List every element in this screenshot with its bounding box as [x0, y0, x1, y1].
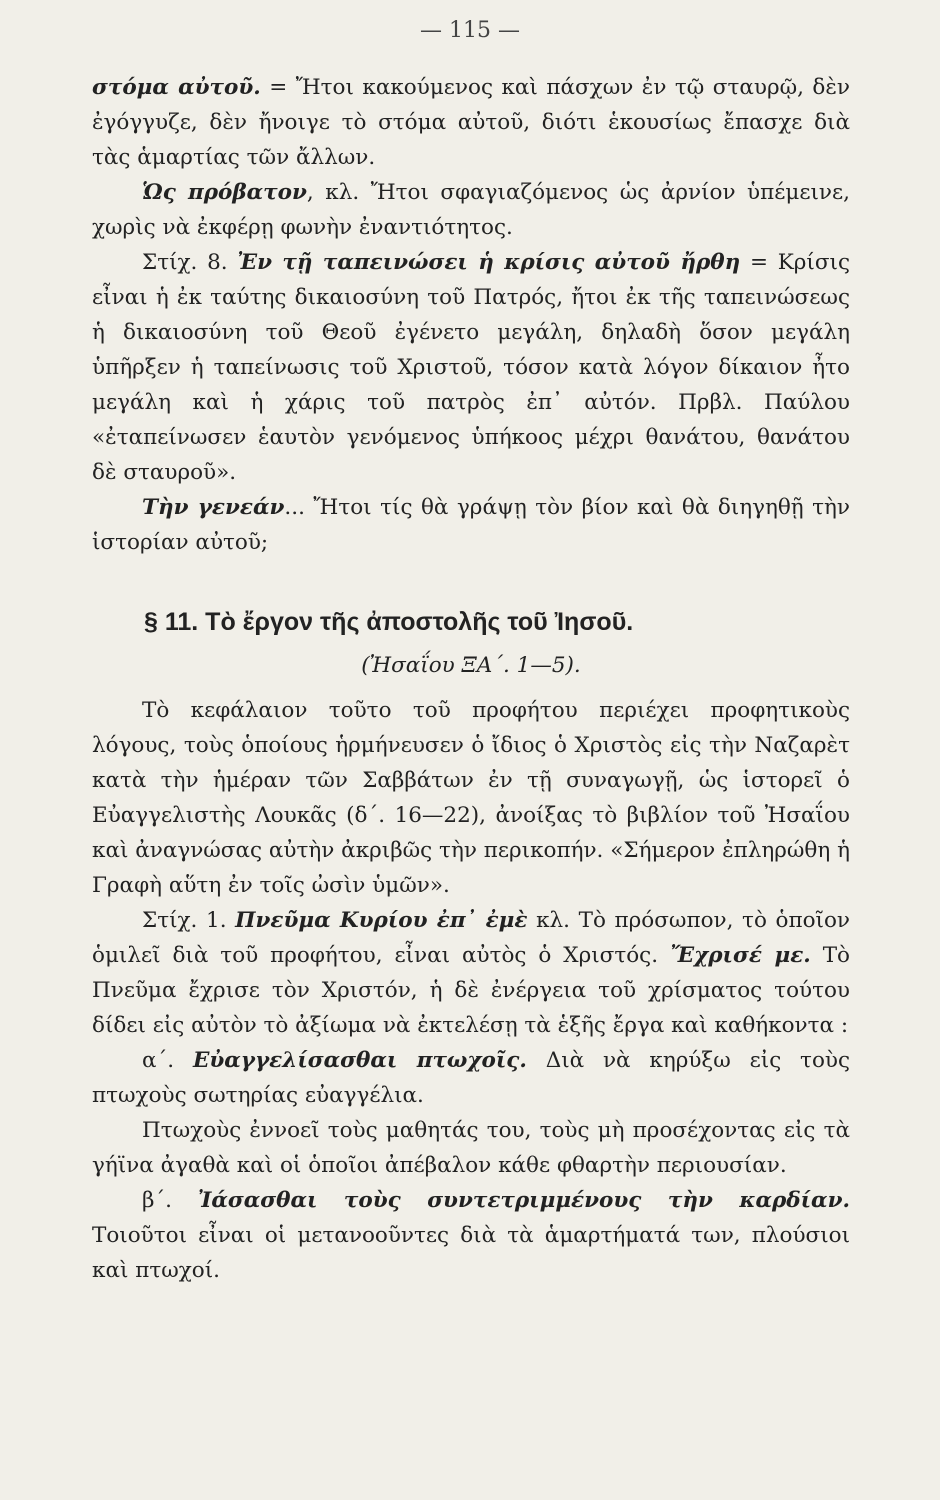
paragraph [92, 245, 850, 490]
paragraph-text: , κλ. Ἤτοι σφαγιαζόμενος ὡς ἀρνίον ὑπέμεινε, χωρὶς νὰ ἐκφέρῃ φωνὴν ἐναντιότητος. [92, 180, 850, 240]
italic-lead: Ἐν τῇ ταπεινώσει ἡ κρίσις αὐτοῦ ἤρθη [237, 250, 741, 275]
page-text [92, 70, 850, 1288]
verse-ref: Στίχ. 8. [142, 250, 238, 275]
paragraph [92, 1183, 850, 1288]
paragraph-text: κλ. Τὸ πρόσωπον, τὸ ὁποῖον ὁμιλεῖ διὰ τοῦ προφήτου, εἶναι αὐτὸς ὁ Χριστός. [92, 908, 850, 968]
paragraph [92, 1043, 850, 1113]
paragraph-text: Διὰ νὰ κηρύξω εἰς τοὺς πτωχοὺς σωτηρίας εὐαγγέλια. [92, 1048, 851, 1108]
paragraph-text: Τοιοῦτοι εἶναι οἱ μετανοοῦντες διὰ τὰ ἁμαρτήματά των, πλούσιοι καὶ πτωχοί. [92, 1223, 850, 1283]
paragraph [92, 490, 850, 560]
paragraph-text: Τὸ κεφάλαιον τοῦτο τοῦ προφήτου περιέχει προφητικοὺς λόγους, τοὺς ὁποίους ἡρμήνευσεν ὁ ἴδιος ὁ Χριστὸς εἰς τὴν Ναζαρὲτ κατὰ τὴν ἡμέραν τῶν Σαββάτων ἐν τῇ συναγωγῇ, ὡς ἱστορεῖ ὁ Εὐαγγελιστὴς Λουκᾶς (δ΄. 16—22), ἀνοίξας τὸ βιβλίον τοῦ Ἠσαΐου καὶ ἀναγνώσας αὐτὴν ἀκριβῶς τὴν περικοπήν. «Σήμερον ἐπληρώθη ἡ Γραφὴ αὕτη ἐν τοῖς ὠσὶν ὑμῶν». [92, 698, 850, 898]
paragraph-text: Πτωχοὺς ἐννοεῖ τοὺς μαθητάς του, τοὺς μὴ προσέχοντας εἰς τὰ γήϊνα ἀγαθὰ καὶ οἱ ὁποῖοι ἀπέβαλον κάθε φθαρτὴν περιουσίαν. [92, 1118, 850, 1178]
source-reference: (Ἠσαΐου ΞΑ΄. 1—5). [361, 653, 581, 678]
paragraph-text: ... Ἤτοι τίς θὰ γράψῃ τὸν βίον καὶ θὰ διηγηθῇ τὴν ἱστορίαν αὐτοῦ; [92, 495, 850, 555]
paragraph [92, 175, 850, 245]
list-marker: α΄. [142, 1048, 193, 1073]
paragraph-text: Τὸ Πνεῦμα ἔχρισε τὸν Χριστόν, ἡ δὲ ἐνέργεια τοῦ χρίσματος τούτου δίδει εἰς αὐτὸν τὸ ἀξίωμα νὰ ἐκτελέσῃ τὰ ἑξῆς ἔργα καὶ καθήκοντα : [92, 943, 850, 1038]
italic-lead: Ἔχρισέ με. [658, 943, 811, 968]
page-number: — 115 — [420, 18, 520, 43]
paragraph [92, 903, 850, 1043]
paragraph [92, 693, 850, 903]
italic-lead: Ἰάσασθαι τοὺς συντετριμμένους τὴν καρδίαν. [197, 1188, 850, 1213]
italic-lead: Τὴν γενεάν [142, 495, 285, 520]
italic-lead: Πνεῦμα Κυρίου ἐπ᾽ ἐμὲ [235, 908, 528, 933]
paragraph [92, 70, 850, 175]
paragraph-text: = Ἤτοι κακούμενος καὶ πάσχων ἐν τῷ σταυρῷ, δὲν ἐγόγγυζε, δὲν ἤνοιγε τὸ στόμα αὐτοῦ, διότι ἑκουσίως ἔπασχε διὰ τὰς ἁμαρτίας τῶν ἄλλων. [92, 75, 850, 170]
italic-lead: στόμα αὐτοῦ. [92, 75, 261, 100]
italic-lead: Εὐαγγελίσασθαι πτωχοῖς. [192, 1048, 527, 1073]
list-marker: β΄. [142, 1188, 198, 1213]
section-heading: § 11. Τὸ ἔργον τῆς ἀποστολῆς τοῦ Ἰησοῦ. [144, 608, 634, 636]
verse-ref: Στίχ. 1. [142, 908, 236, 933]
paragraph-text: = Κρίσις εἶναι ἡ ἐκ ταύτης δικαιοσύνη τοῦ Πατρός, ἤτοι ἐκ τῆς ταπεινώσεως ἡ δικαιοσύνη τοῦ Θεοῦ ἐγένετο μεγάλη, δηλαδὴ ὅσον μεγάλη ὑπῆρξεν ἡ ταπείνωσις τοῦ Χριστοῦ, τόσον κατὰ λόγον δίκαιον ἦτο μεγάλη καὶ ἡ χάρις τοῦ πατρὸς ἐπ᾽ αὐτόν. Πρβλ. Παύλου «ἐταπείνωσεν ἑαυτὸν γενόμενος ὑπήκοος μέχρι θανάτου, θανάτου δὲ σταυροῦ». [92, 250, 850, 485]
paragraph [92, 1113, 850, 1183]
italic-lead: Ὡς πρόβατον [142, 180, 307, 205]
